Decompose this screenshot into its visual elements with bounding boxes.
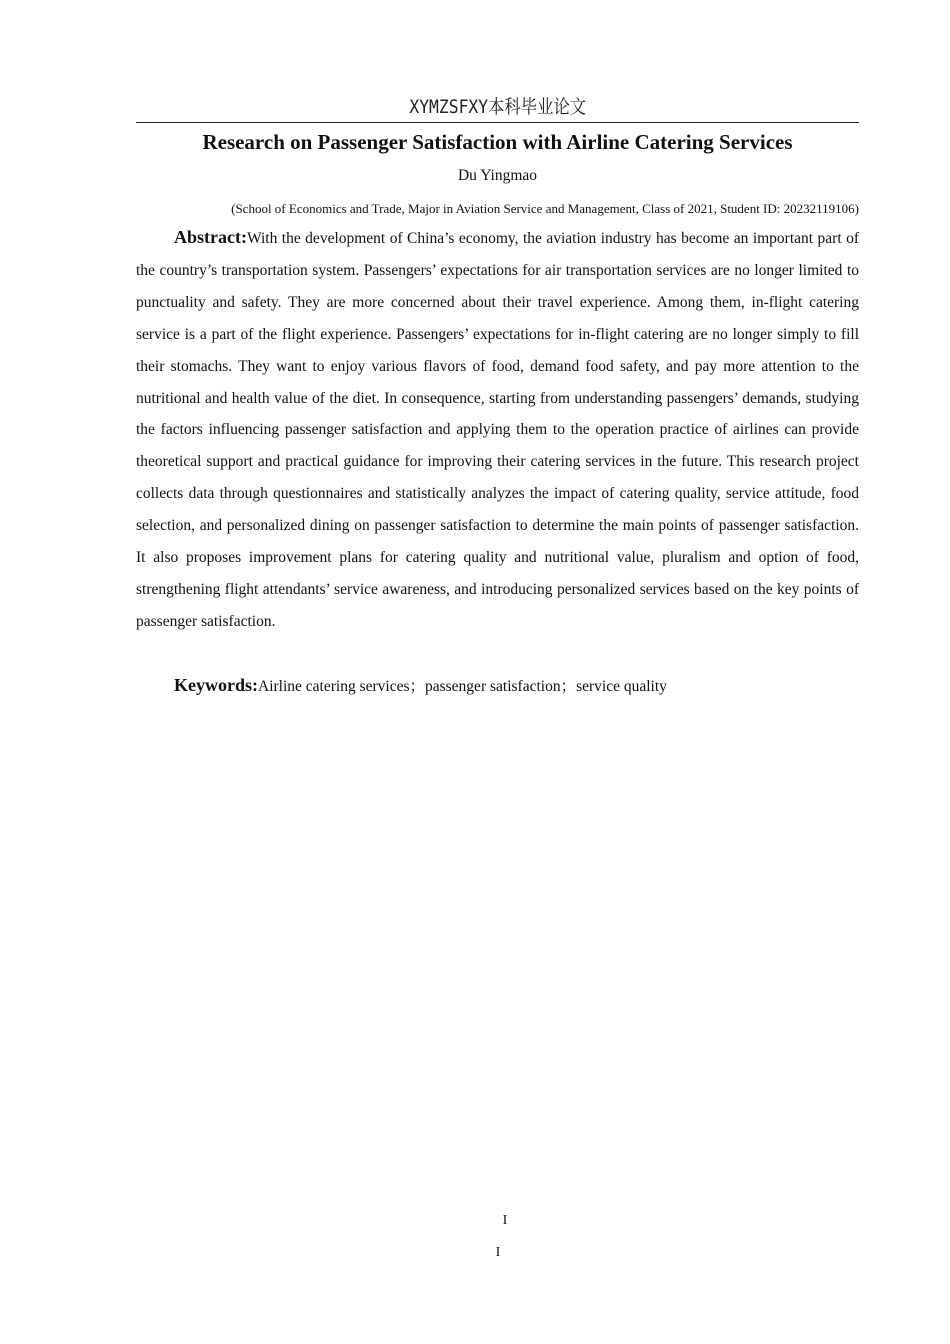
page-number-secondary: I bbox=[495, 1245, 501, 1260]
paper-affiliation: (School of Economics and Trade, Major in Aviation Service and Management, Class of 2021, Student ID: 20232119106) bbox=[231, 201, 859, 216]
keywords-text: Airline catering services；passenger satisfaction；service quality bbox=[258, 678, 667, 695]
page-number: I bbox=[502, 1213, 508, 1228]
paper-author: Du Yingmao bbox=[457, 167, 538, 184]
paper-title: Research on Passenger Satisfaction with Airline Catering Services bbox=[202, 130, 793, 154]
page-header bbox=[136, 94, 859, 123]
abstract-label: Abstract: bbox=[174, 227, 247, 247]
abstract-text: With the development of China’s economy, the aviation industry has become an important part of the country’s transportation system. Passengers’ expectations for air transportation services are no longer limited to punctuality and safety. They are more concerned about their travel experience. Among them, in-flight catering service is a part of the flight experience. Passengers’ expectations for in-flight catering are no longer simply to fill their stomachs. They want to enjoy various flavors of food, demand food safety, and pay more attention to the nutritional and health value of the diet. In consequence, starting from understanding passengers’ demands, studying the factors influencing passenger satisfaction and applying them to the operation practice of airlines can provide theoretical support and practical guidance for improving their catering services in the future. This research project collects data through questionnaires and statistically analyzes the impact of catering quality, service attitude, food selection, and personalized dining on passenger satisfaction to determine the main points of passenger satisfaction. It also proposes improvement plans for catering quality and nutritional value, pluralism and option of food, strengthening flight attendants’ service awareness, and introducing personalized services based on the key points of passenger satisfaction. bbox=[136, 230, 859, 630]
abstract-paragraph bbox=[136, 222, 859, 638]
keywords-paragraph bbox=[136, 670, 859, 702]
keywords-label: Keywords: bbox=[174, 675, 258, 695]
header-title: XYMZSFXY本科毕业论文 bbox=[409, 96, 586, 118]
